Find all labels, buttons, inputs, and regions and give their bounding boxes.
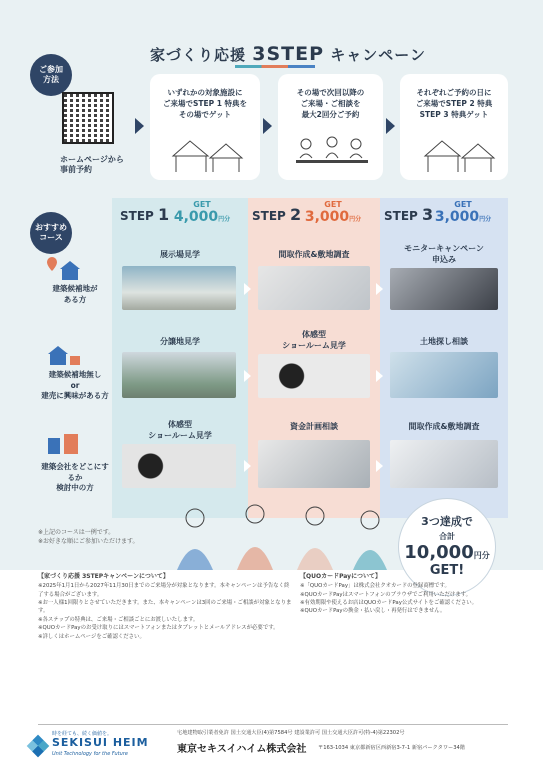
arrow-right-icon — [386, 118, 395, 134]
arrow-right-icon — [244, 370, 251, 382]
campaign-title — [150, 43, 470, 65]
sekisui-logo-icon — [27, 735, 50, 758]
footer-corp: 東京セキスイハイム株式会社 — [177, 744, 307, 755]
row-3-step-3-title: 間取作成&敷地調査 — [408, 422, 480, 431]
goal-line1: 3つ達成で — [421, 515, 473, 528]
row-2-step-3-title: 土地探し相談 — [420, 337, 468, 346]
goal-amount: 10,000 — [404, 542, 474, 563]
building-compare-icon — [44, 430, 82, 456]
title-underline — [235, 65, 315, 68]
arrow-right-icon — [376, 370, 383, 382]
quo-terms-heading: 【QUOカードPayについて】 — [300, 573, 381, 580]
goal-line2: 合計 — [439, 532, 455, 541]
campaign-terms-heading: 【家づくり応援 3STEPキャンペーンについて】 — [38, 573, 169, 580]
people-illustration-icon — [155, 500, 395, 572]
row-3-step-1-title: 体感型 ショールーム見学 — [148, 420, 212, 440]
arrow-right-icon — [263, 118, 272, 134]
card-3-text: それぞれご予約の日に ご来場でSTEP 2 特典 STEP 3 特典ゲット — [415, 88, 493, 119]
qr-code-icon[interactable] — [62, 92, 114, 144]
step-1-heading — [120, 205, 169, 224]
floorplan-photo — [258, 266, 370, 310]
footer-divider — [38, 724, 508, 725]
row-2-label: 建築候補地無し or 建売に興味がある方 — [41, 370, 109, 400]
arrow-right-icon — [376, 460, 383, 472]
finance-photo — [258, 440, 370, 488]
footer-brand: SEKISUI HEIM — [52, 736, 149, 749]
course-notes: ※上記のコースは一例です。 ※お好きな順にご参加いただけます。 — [38, 529, 139, 545]
step-3-heading — [384, 205, 433, 224]
step-1-label: STEP — [120, 209, 154, 223]
arrow-right-icon — [376, 283, 383, 295]
step-2-get — [303, 200, 363, 225]
arrow-right-icon — [244, 460, 251, 472]
step-3-get — [433, 200, 493, 225]
quo-terms — [300, 572, 508, 616]
step-1-num: 1 — [158, 205, 170, 224]
smartphone-photo — [390, 268, 498, 310]
step-2-num: 2 — [290, 205, 302, 224]
card-2-text: その場で次回以降の ご来場・ご相談を 最大2回分ご予約 — [296, 88, 365, 119]
step-3-amount: 3,000 — [434, 209, 480, 225]
step-1-amount: 4,000 — [173, 209, 219, 225]
card-1-text: いずれかの対象施設に ご来場でSTEP 1 特典を その場でゲット — [162, 88, 248, 119]
floorplan-photo — [390, 440, 498, 488]
footer-tagline: 時を経ても、続く価値を。 — [52, 731, 113, 737]
title-num: 3STEP — [252, 43, 325, 65]
courses-badge — [30, 212, 72, 254]
row-1-label: 建築候補地が ある方 — [52, 284, 98, 304]
step-1-unit: 円分 — [218, 216, 231, 223]
subdivision-photo — [122, 352, 236, 398]
step-3-label: STEP — [384, 209, 418, 223]
row-1-step-1-title: 展示場見学 — [160, 250, 200, 259]
arrow-right-icon — [135, 118, 144, 134]
campaign-terms — [38, 572, 294, 641]
experience-showroom-photo — [122, 444, 236, 488]
goal-get: GET! — [429, 563, 465, 578]
step-3-unit: 円分 — [479, 216, 492, 223]
arrow-right-icon — [244, 283, 251, 295]
step-2-label: STEP — [252, 209, 286, 223]
row-1-step-2-title: 間取作成&敷地調査 — [278, 250, 350, 259]
house-illustration-icon — [168, 136, 248, 172]
footer-address: 〒163-1034 東京都新宿区西新宿3-7-1 新宿パークタワー34階 — [318, 745, 465, 751]
row-3-step-2-title: 資金計画相談 — [290, 422, 338, 431]
step-1-get-label: GET — [193, 200, 211, 209]
house-illustration-icon — [420, 136, 500, 172]
row-1-step-3-title: モニターキャンペーン 申込み — [404, 244, 484, 264]
footer-license: 宅地建物取引業者免許 国土交通大臣(4)第7584号 建設業許可 国土交通大臣許可(特-4)第22302号 — [177, 730, 405, 736]
step-3-num: 3 — [422, 205, 434, 224]
courses-badge-text: おすすめ コース — [34, 222, 68, 242]
step-2-unit: 円分 — [349, 216, 362, 223]
footer-brand-sub: Unit Technology for the Future — [52, 751, 128, 757]
step-1-get — [172, 200, 232, 225]
row-2-step-2-title: 体感型 ショールーム見学 — [282, 330, 346, 350]
map-pin-house-icon — [44, 255, 82, 281]
qr-label: ホームページから 事前予約 — [60, 155, 124, 175]
participation-badge — [30, 54, 72, 96]
land-house-icon — [44, 342, 82, 368]
tablet-photo — [390, 352, 498, 398]
step-2-get-label: GET — [324, 200, 342, 209]
showroom-photo — [122, 266, 236, 310]
step-2-heading — [252, 205, 301, 224]
step-3-get-label: GET — [454, 200, 472, 209]
step-2-amount: 3,000 — [304, 209, 350, 225]
participation-badge-text: ご参加 方法 — [39, 64, 63, 84]
title-suffix: キャンペーン — [330, 46, 426, 64]
goal-unit: 円分 — [473, 551, 490, 560]
consultation-illustration-icon — [292, 134, 372, 170]
quo-terms-body: ※「QUOカードPay」は株式会社クオカードの登録商標です。 ※QUOカードPayはスマートフォンのブラウザでご利用いただけます。 ※有効期限や使えるお店はQUOカードPay公式サイトをご確認ください。 ※QUOカードPayの換金・払い戻し・再発行はできません。 — [300, 583, 478, 615]
campaign-terms-body: ※2025年1月1日から2027年11月30日までのご来場分が対象となります。本キャンペーンは予告なく終了する場合がございます。 ※お一人様1回限りとさせていただきます。また、本キャンペーンは3回のご来場・ご相談が対象となります。 ※各ステップの特典は、ご来場・ご相談ごとにお渡しいたします。 ※QUOカードPayのお受け取りにはスマートフォンまたはタブレットとメールアドレスが必要です。 ※詳しくはホームページをご確認ください。 — [38, 583, 292, 640]
experience-showroom-photo — [258, 354, 370, 398]
row-3-label: 建築会社をどこにするか 検討中の方 — [41, 462, 109, 492]
title-prefix: 家づくり応援 — [150, 46, 247, 64]
row-2-step-1-title: 分譲地見学 — [160, 337, 200, 346]
